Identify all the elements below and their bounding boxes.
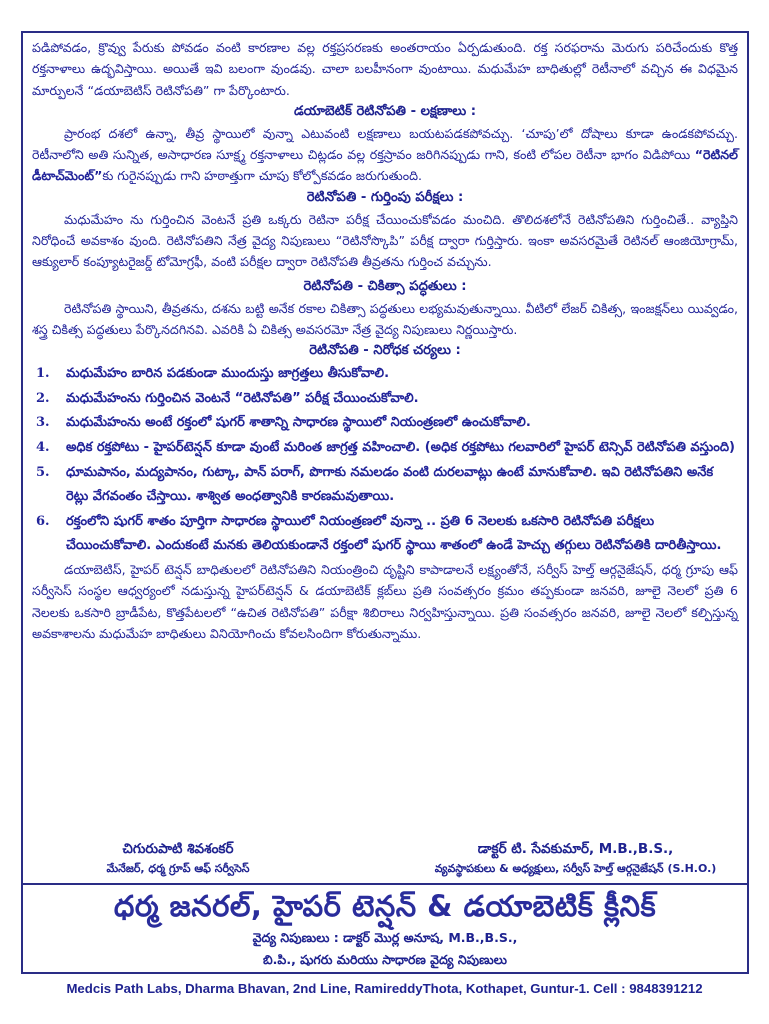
list-item — [32, 436, 738, 461]
prevention-list — [32, 362, 738, 559]
signatures — [23, 839, 747, 881]
list-item-text: ధూమపానం, మద్యపానం, గుట్కా, పాన్ పరాగ్, పొగాకు నమలడం వంటి దురలవాట్లు ఉంటే మానుకోవాలి. ఇవి రెటినోపతిని అనేక రెట్లు వేగవంతం చేస్తాయి. శాశ్విత అంధత్వానికి కారణమవుతాయి. — [66, 464, 714, 505]
symptoms-text-2: కు గురైనప్పుడు గాని హఠాత్తుగా చూపు కోల్పోకవడం జరుగుతుంది. — [102, 168, 423, 184]
symptoms-text-1: ప్రారంభ దశలో ఉన్నా, తీవ్ర స్థాయిలో వున్నా ఎటువంటి లక్షణాలు బయటపడకపోవచ్చు. ‘చూపు’లో దోషాలు కూడా ఉండకపోవచ్చు. రెటీనాలోని అతి సున్నిత, అసాధారణ సూక్ష్మ రక్తనాళాలు చిట్లడం వల్ల రక్తస్రావం జరిగినప్పుడు గాని, కంటి లోపల రెటీనా భాగం విడిపోయి — [32, 125, 738, 163]
clinic-specialty: బి.పి., షుగరు మరియు సాధారణ వైద్య నిపుణులు — [263, 952, 507, 967]
symptoms-text-bold: “రెటినల్ డీటాచ్‌మెంట్” — [32, 147, 738, 184]
signature-role: మేనేజర్, ధర్మ గ్రూప్ ఆఫ్ సర్వీసెస్ — [106, 862, 250, 875]
clinic-banner — [23, 885, 747, 974]
signature-founder — [408, 839, 743, 878]
list-item — [32, 461, 738, 510]
heading-symptoms: డయాబెటిక్ రెటినోపతి - లక్షణాలు : — [293, 103, 477, 119]
treatment-paragraph: రెటినోపతి స్థాయిని, తీవ్రతను, దశను బట్టి అనేక రకాల చికిత్సా పద్ధతులు లభ్యమవుతున్నాయి. వీటిలో లేజర్ చికిత్స, ఇంజక్షన్‌లు యివ్వడం, శస్త్ర చికిత్స పద్ధతులు పేర్కొనదగినవి. ఎవరికి ఏ చికిత్స అవసరమో నేత్ర వైద్య నిపుణులు నిర్ణయిస్తారు. — [32, 300, 738, 337]
list-item — [32, 362, 738, 387]
list-item-number: 2. — [36, 390, 50, 406]
list-item — [32, 510, 738, 559]
signature-name: చిగురుపాటి శివశంకర్ — [122, 841, 234, 857]
heading-diagnosis: రెటినోపతి - గుర్తింపు పరీక్షలు : — [306, 189, 464, 205]
signature-name: డాక్టర్ టి. సేవకుమార్, M.B.,B.S., — [477, 841, 674, 857]
list-item-text: రక్తంలోని షుగర్ శాతం పూర్తిగా సాధారణ స్థాయిలో నియంత్రణలో వున్నా .. ప్రతి 6 నెలలకు ఒకసారి రెటినోపతి పరీక్షలు చేయించుకోవాలి. ఎందుకంటే మనకు తెలియకుండానే రక్తంలో షుగర్ స్థాయి శాతంలో ఉండే హెచ్చు తగ్గులు రెటినోపతికి దారితీస్తాయి. — [66, 513, 722, 554]
list-item-number: 6. — [36, 513, 50, 529]
list-item-text: మధుమేహంను అంటే రక్తంలో షుగర్ శాతాన్ని సాధారణ స్థాయిలో నియంత్రణలో ఉంచుకోవాలి. — [66, 415, 531, 431]
list-item-number: 1. — [36, 366, 50, 382]
symptoms-paragraph — [32, 123, 738, 187]
heading-prevention: రెటినోపతి - నిరోధక చర్యలు : — [309, 343, 461, 359]
footer-address: Medcis Path Labs, Dharma Bhavan, 2nd Line, RamireddyThota, Kothapet, Guntur-1. Cell : 9848391212 — [66, 981, 703, 996]
list-item — [32, 411, 738, 436]
list-item-text: మధుమేహం బారిన పడకుండా ముందుస్తు జాగ్రత్తలు తీసుకోవాలి. — [66, 366, 390, 382]
list-item-text: మధుమేహంను గుర్తించిన వెంటనే “రెటినోపతి” పరీక్ష చేయించుకోవాలి. — [66, 390, 419, 406]
clinic-title: ధర్మ జనరల్, హైపర్ టెన్షన్ & డయాబెటిక్ క్లీనిక్ — [113, 889, 657, 923]
heading-treatment: రెటినోపతి - చికిత్సా పద్ధతులు : — [303, 278, 467, 294]
intro-paragraph: పడిపోవడం, క్రొవ్వు పేరుకు పోవడం వంటి కారణాల వల్ల రక్తప్రసరణకు అంతరాయం ఏర్పడుతుంది. రక్త సరఫరాను మెరుగు పరిచేందుకు కొత్త రక్తనాళాలు ఉద్భవిస్తాయి. అయితే ఇవి బలంగా వుండవు. చాలా బలహీనంగా వుంటాయి. మధుమేహ బాధితుల్లో రెటీనాలో వచ్చిన ఈ విధమైన మార్పులనే “డయాబెటిస్ రెటినోపతి” గా పేర్కొంటారు. — [32, 40, 738, 98]
closing-paragraph: డయాబెటిస్, హైపర్ టెన్షన్ బాధితులలో రెటినోపతిని నియంత్రించి దృష్టిని కాపాడాలనే లక్ష్యంతోనే, సర్వీస్ హెల్త్ ఆర్గనైజేషన్, ధర్మ గ్రూపు ఆఫ్ సర్వీసెస్ సంస్థల ఆధ్వర్యంలో నడుస్తున్న హైపర్‌టెన్షన్ & డయాబెటిక్ క్లబ్‌లు ప్రతి సంవత్సరం క్రమం తప్పకుండా జనవరి, జూలై నెలలో ప్రతి 6 నెలలకు ఒకసారి బ్రాడీపేట, కొత్తపేటలలో “ఉచిత రెటినోపతి” పరీక్షా శిబిరాలు నిర్వహిస్తున్నాయి. ప్రతి సంవత్సరం జనవరి, జూలై నెలలో కల్పిస్తున్న అవకాశాలను మధుమేహ బాధితులు వినియోగించు కోవలసిందిగా కోరుతున్నాము. — [32, 562, 738, 641]
signature-manager — [63, 839, 293, 878]
document-frame — [21, 31, 749, 974]
signature-role: వ్యవస్థాపకులు & అధ్యక్షులు, సర్వీస్ హెల్త్ ఆర్గనైజేషన్ (S.H.O.) — [434, 862, 717, 875]
list-item-number: 5. — [36, 464, 50, 480]
list-item — [32, 387, 738, 412]
article-body — [23, 33, 747, 883]
diagnosis-paragraph: మధుమేహం ను గుర్తించిన వెంటనే ప్రతి ఒక్కరు రెటినా పరీక్ష చేయించుకోవడం మంచిది. తొలిదశలోనే రెటినోపతిని గుర్తించితే.. వ్యాప్తిని నిరోధించే అవకాశం వుంది. రెటినోపతిని నేత్ర వైద్య నిపుణులు “రెటినోస్కొపి” పరీక్ష ద్వారా గుర్తిస్తారు. ఇంకా అవసరమైతే రెటినల్ ఆంజియోగ్రామ్, ఆక్యులార్ కంప్యూటరైజర్డ్ టోమోగ్రఫీ, వంటి పరీక్షల ద్వారా రెటినోపతి తీవ్రతను గుర్తించ వచ్చును. — [32, 211, 738, 270]
list-item-number: 4. — [36, 440, 50, 456]
clinic-doctor: వైద్య నిపుణులు : డాక్టర్ మొర్ల అనూష, M.B.,B.S., — [252, 930, 518, 945]
list-item-number: 3. — [36, 415, 50, 431]
list-item-text: అధిక రక్తపోటు - హైపర్‌టెన్షన్ కూడా వుంటే మరింత జాగ్రత్త వహించాలి. (అధిక రక్తపోటు గలవారిలో హైపర్ టెన్సివ్ రెటినోపతి వస్తుంది) — [66, 440, 735, 456]
